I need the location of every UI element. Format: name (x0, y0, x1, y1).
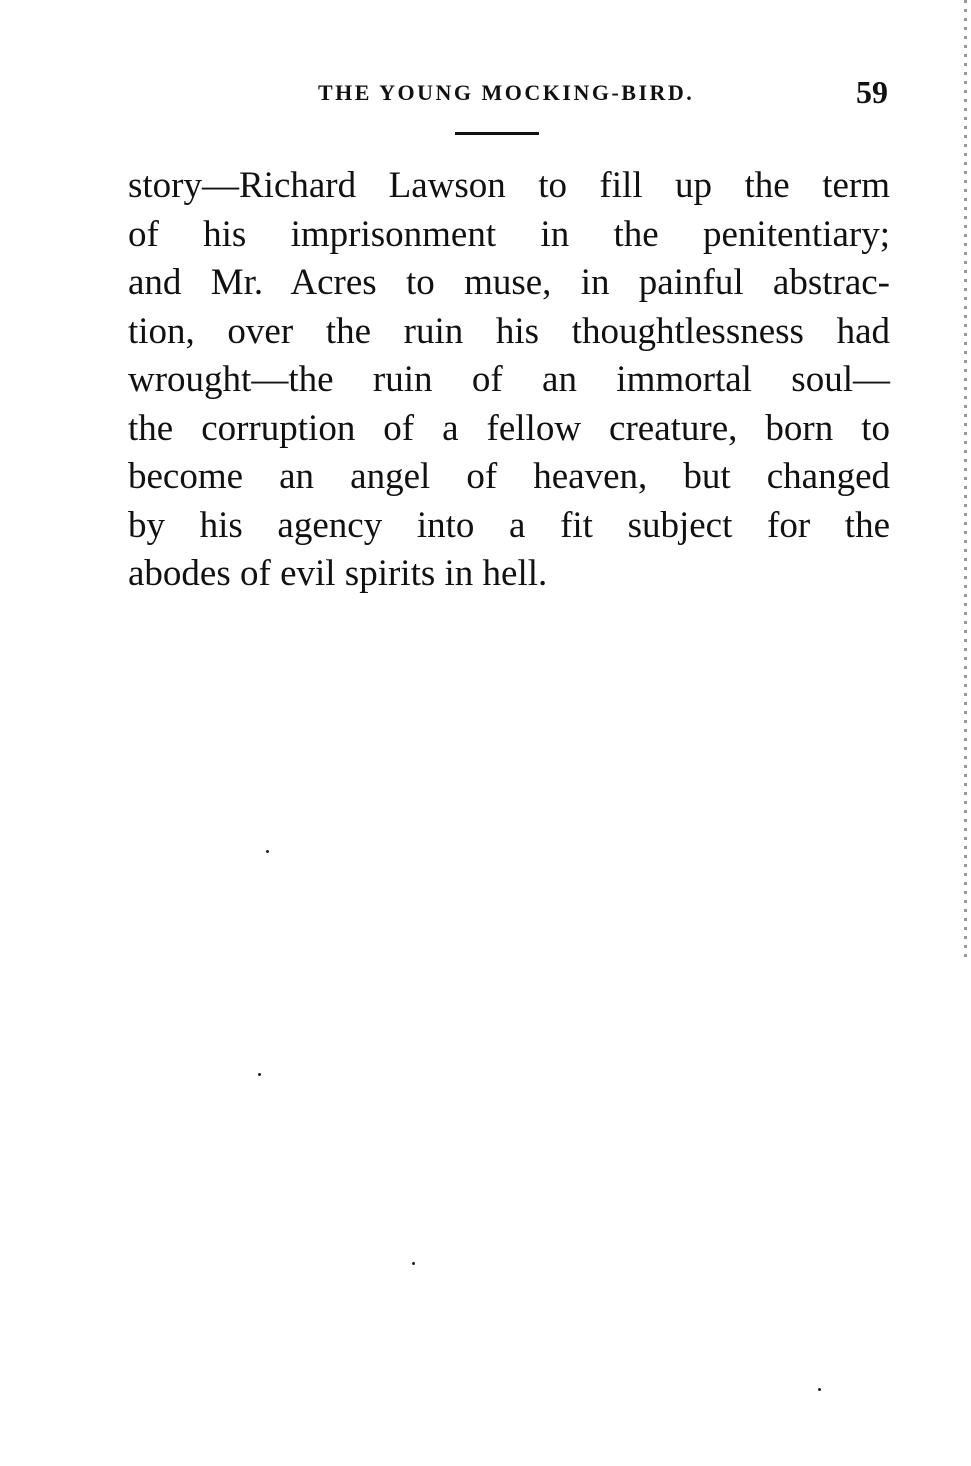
page-number: 59 (856, 74, 888, 110)
scan-edge-marks (964, 0, 967, 960)
text-line: tion, over the ruin his thoughtlessness had (128, 310, 890, 352)
scan-speck (412, 1262, 415, 1265)
body-paragraph (128, 162, 890, 599)
text-line: by his agency into a fit subject for the (128, 504, 890, 546)
running-title: THE YOUNG MOCKING-BIRD. (318, 80, 695, 105)
text-line: wrought—the ruin of an immortal soul— (128, 359, 890, 400)
text-line: story—Richard Lawson to fill up the term (128, 165, 890, 206)
scan-speck (266, 850, 269, 853)
scan-speck (258, 1073, 261, 1076)
text-line: the corruption of a fellow creature, born to (128, 407, 890, 449)
text-line: and Mr. Acres to muse, in painful abstrac- (128, 262, 890, 303)
text-line: become an angel of heaven, but changed (128, 456, 890, 497)
header-rule (455, 132, 539, 135)
text-line: of his imprisonment in the penitentiary; (128, 213, 890, 255)
running-head (318, 76, 888, 116)
scan-speck (818, 1388, 821, 1391)
text-line: abodes of evil spirits in hell. (128, 553, 548, 594)
